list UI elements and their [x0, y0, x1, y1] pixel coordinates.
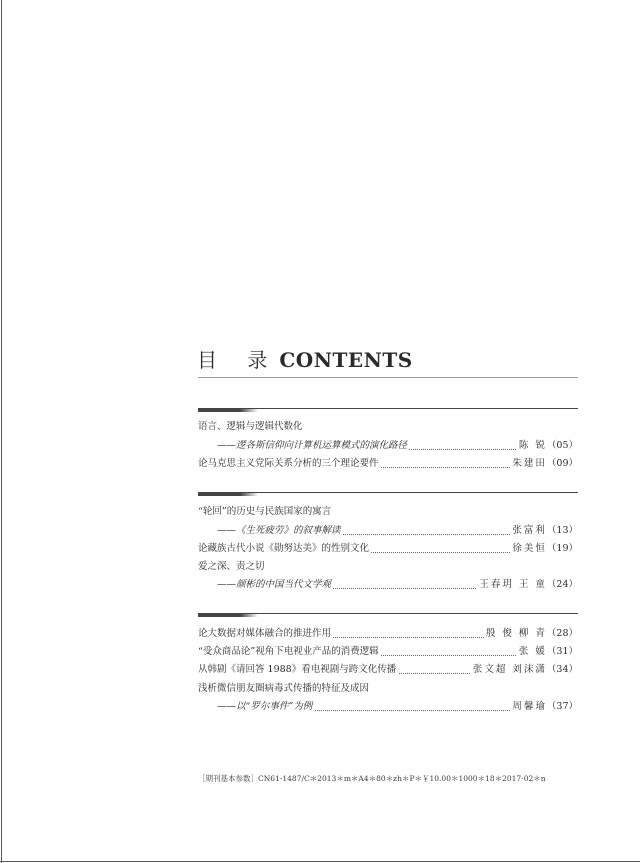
toc-entry[interactable]: [198, 503, 578, 521]
toc-entry[interactable]: [198, 643, 578, 661]
toc-entry[interactable]: [198, 661, 578, 679]
entry-author: 张富利: [512, 525, 547, 536]
entry-author: 周馨瑜: [512, 701, 547, 712]
entry-author: 陈 锐: [518, 440, 547, 451]
entry-title: 浅析微信朋友圈病毒式传播的特征及成因: [198, 680, 371, 698]
entry-title: 爱之深、责之切: [198, 558, 267, 576]
toc-entry[interactable]: [198, 540, 578, 558]
entry-subtitle: ——颜彬的中国当代文学观: [217, 576, 333, 594]
toc-entry[interactable]: [198, 680, 578, 698]
entry-page: （19）: [546, 543, 578, 554]
toc-entry[interactable]: [217, 522, 578, 540]
toc-entry[interactable]: [217, 576, 578, 594]
toc-entry[interactable]: [198, 558, 578, 576]
toc-title-en: CONTENTS: [279, 348, 413, 372]
entry-author: 王春玥 王 童: [479, 579, 547, 590]
entry-page: （05）: [546, 440, 578, 451]
journal-parameters: ［期刊基本参数］CN61-1487/C＊2013＊m＊A4＊80＊zh＊P＊￥10.00＊1000＊18＊2017-02＊n: [198, 774, 546, 783]
toc-title-cn: 目 录: [197, 348, 280, 372]
entry-page: （37）: [546, 701, 578, 712]
toc-title: [197, 344, 413, 373]
entry-subtitle: ——逻各斯信仰向计算机运算模式的演化路径: [217, 437, 409, 455]
entry-author: 徐美恒: [512, 543, 547, 554]
entry-page: （28）: [546, 628, 578, 639]
page-bottom-edge: [0, 861, 640, 862]
entry-author: 张 媛: [518, 646, 547, 657]
entry-author: 朱建田: [512, 458, 547, 469]
entry-page: （31）: [546, 646, 578, 657]
entry-title: 从韩剧《请回答 1988》看电视剧与跨文化传播: [198, 661, 398, 679]
page-left-edge: [1, 0, 2, 863]
section-3-divider: [198, 613, 578, 617]
toc-entry[interactable]: [198, 418, 578, 436]
entry-title: 论藏族古代小说《勋努达美》的性别文化: [198, 540, 371, 558]
entry-title: “受众商品论”视角下电视业产品的消费逻辑: [198, 643, 381, 661]
entry-subtitle: ——《生死疲劳》的叙事解读: [217, 522, 343, 540]
title-divider: [198, 377, 578, 378]
entry-title: 语言、逻辑与逻辑代数化: [198, 418, 305, 436]
entry-subtitle: ——以“罗尔事件”为例: [217, 698, 314, 716]
entry-page: （34）: [546, 664, 578, 675]
entry-title: 论马克思主义党际关系分析的三个理论要件: [198, 455, 381, 473]
toc-entry[interactable]: [198, 455, 578, 473]
entry-page: （24）: [546, 579, 578, 590]
entry-author: 殷 俊 柳 青: [485, 628, 547, 639]
entry-page: （09）: [546, 458, 578, 469]
entry-author: 张文超 刘沫潇: [472, 664, 547, 675]
entry-title: “轮回”的历史与民族国家的寓言: [198, 503, 333, 521]
entry-page: （13）: [546, 525, 578, 536]
section-1-divider: [198, 408, 578, 412]
toc-entry[interactable]: [217, 698, 578, 716]
toc-entry[interactable]: [217, 437, 578, 455]
section-2-divider: [198, 492, 578, 496]
toc-entry[interactable]: [198, 625, 578, 643]
entry-title: 论大数据对媒体融合的推进作用: [198, 625, 333, 643]
